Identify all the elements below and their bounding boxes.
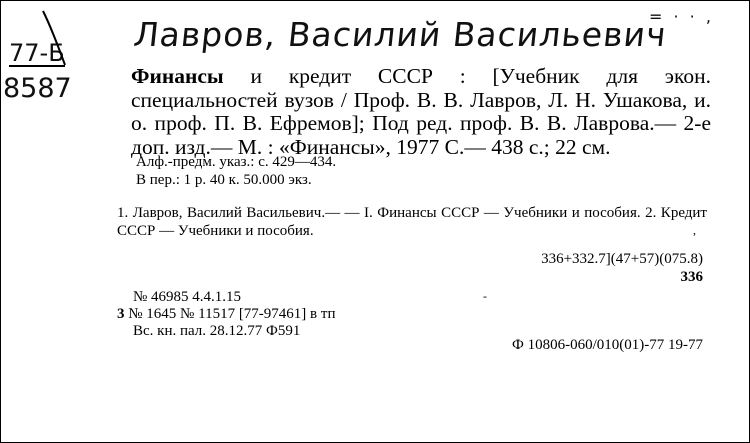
call-number-bottom: 8587 bbox=[3, 73, 72, 104]
title-first-word: Финансы bbox=[131, 64, 224, 88]
call-number-top: 77-Б bbox=[9, 39, 65, 67]
speck-mark: - bbox=[483, 289, 487, 303]
order-number bbox=[117, 305, 335, 323]
control-number: № 46985 4.4.1.15 bbox=[133, 289, 242, 305]
bibliographic-description bbox=[131, 65, 711, 159]
price-note: В пер.: 1 р. 40 к. 50.000 экз. bbox=[136, 172, 312, 188]
order-lead: 3 bbox=[117, 306, 125, 322]
handwritten-author-heading: Лавров, Василий Васильевич bbox=[131, 15, 669, 54]
corner-mark: = · · , bbox=[649, 7, 714, 26]
subject-tracings: 1. Лавров, Василий Васильевич.— — I. Финансы СССР — Учебники и пособия. 2. Кредит СССР — Учебники и пособия. bbox=[117, 205, 707, 239]
book-chamber-stamp: Вс. кн. пал. 28.12.77 Ф591 bbox=[133, 323, 301, 339]
pen-stroke bbox=[39, 9, 69, 67]
description-body: и кредит СССР : [Учебник для экон. специальностей вузов / Проф. В. В. Лавров, Л. Н. Ушакова, и. о. проф. П. В. Ефремов]; Под ред. проф. В. В. Лаврова.— 2-е доп. изд.— М. : «Финансы», 1977 С.— 438 с.; 22 см. bbox=[131, 64, 711, 159]
classification-index: 336+332.7](47+57)(075.8) bbox=[541, 251, 703, 267]
publisher-code: Ф 10806-060/010(01)-77 19-77 bbox=[512, 337, 703, 353]
speck-mark: , bbox=[693, 223, 696, 237]
classification-short: 336 bbox=[680, 269, 703, 285]
index-note: Алф.-предм. указ.: с. 429—434. bbox=[136, 154, 337, 170]
order-rest: № 1645 № 11517 [77-97461] в тп bbox=[124, 306, 336, 322]
